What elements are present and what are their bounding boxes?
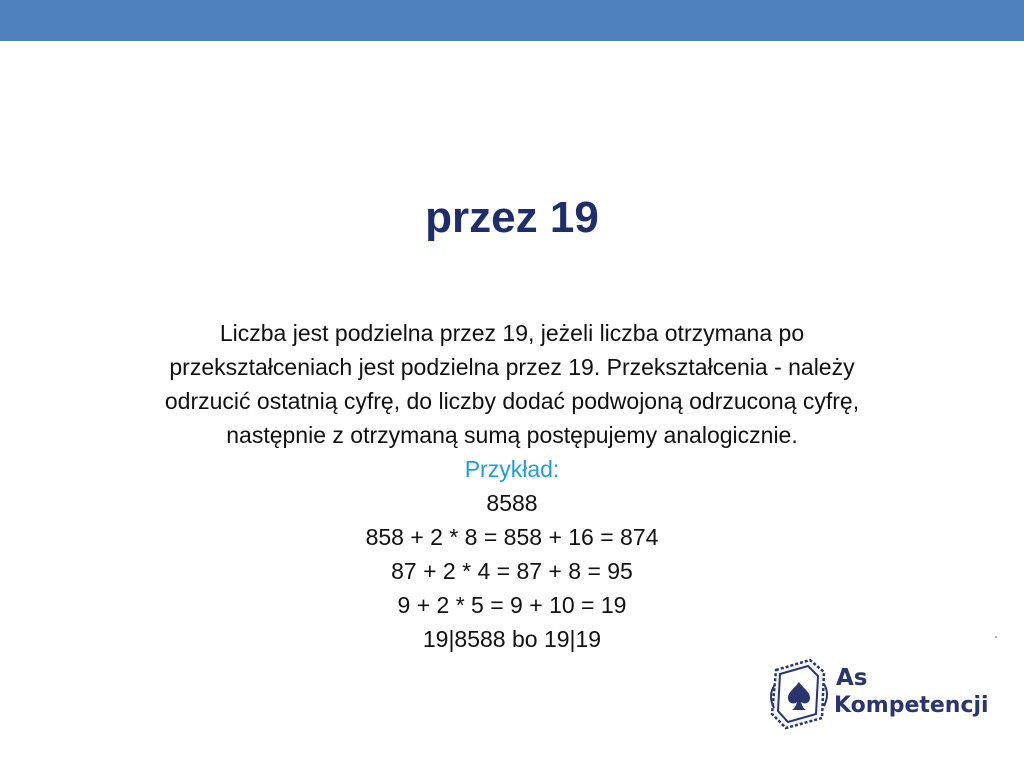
as-kompetencji-logo (766, 656, 992, 732)
logo-text (834, 664, 989, 720)
slide-content (60, 316, 964, 656)
example-line: 858 + 2 * 8 = 858 + 16 = 874 (365, 524, 659, 550)
rule-paragraph (60, 316, 964, 452)
paragraph-line: przekształceniach jest podzielna przez 19. Przekształcenia - należy (169, 354, 855, 380)
top-bar (0, 0, 1024, 41)
decorative-dot (995, 636, 997, 638)
example-label: Przykład: (464, 456, 560, 482)
slide-title: przez 19 (425, 193, 599, 242)
paragraph-line: następnie z otrzymaną sumą postępujemy analogicznie. (226, 422, 798, 448)
spade-badge-icon (766, 656, 832, 732)
example-line: 19|8588 bo 19|19 (422, 626, 602, 652)
example-line: 87 + 2 * 4 = 87 + 8 = 95 (391, 558, 633, 584)
logo-line-2: Kompetencji (834, 693, 989, 718)
example-line: 8588 (486, 490, 538, 516)
paragraph-line: odrzucić ostatnią cyfrę, do liczby dodać podwojoną odrzuconą cyfrę, (164, 388, 860, 414)
paragraph-line: Liczba jest podzielna przez 19, jeżeli liczba otrzymana po (219, 320, 805, 346)
example-line: 9 + 2 * 5 = 9 + 10 = 19 (397, 592, 627, 618)
logo-line-1: As (836, 665, 868, 691)
